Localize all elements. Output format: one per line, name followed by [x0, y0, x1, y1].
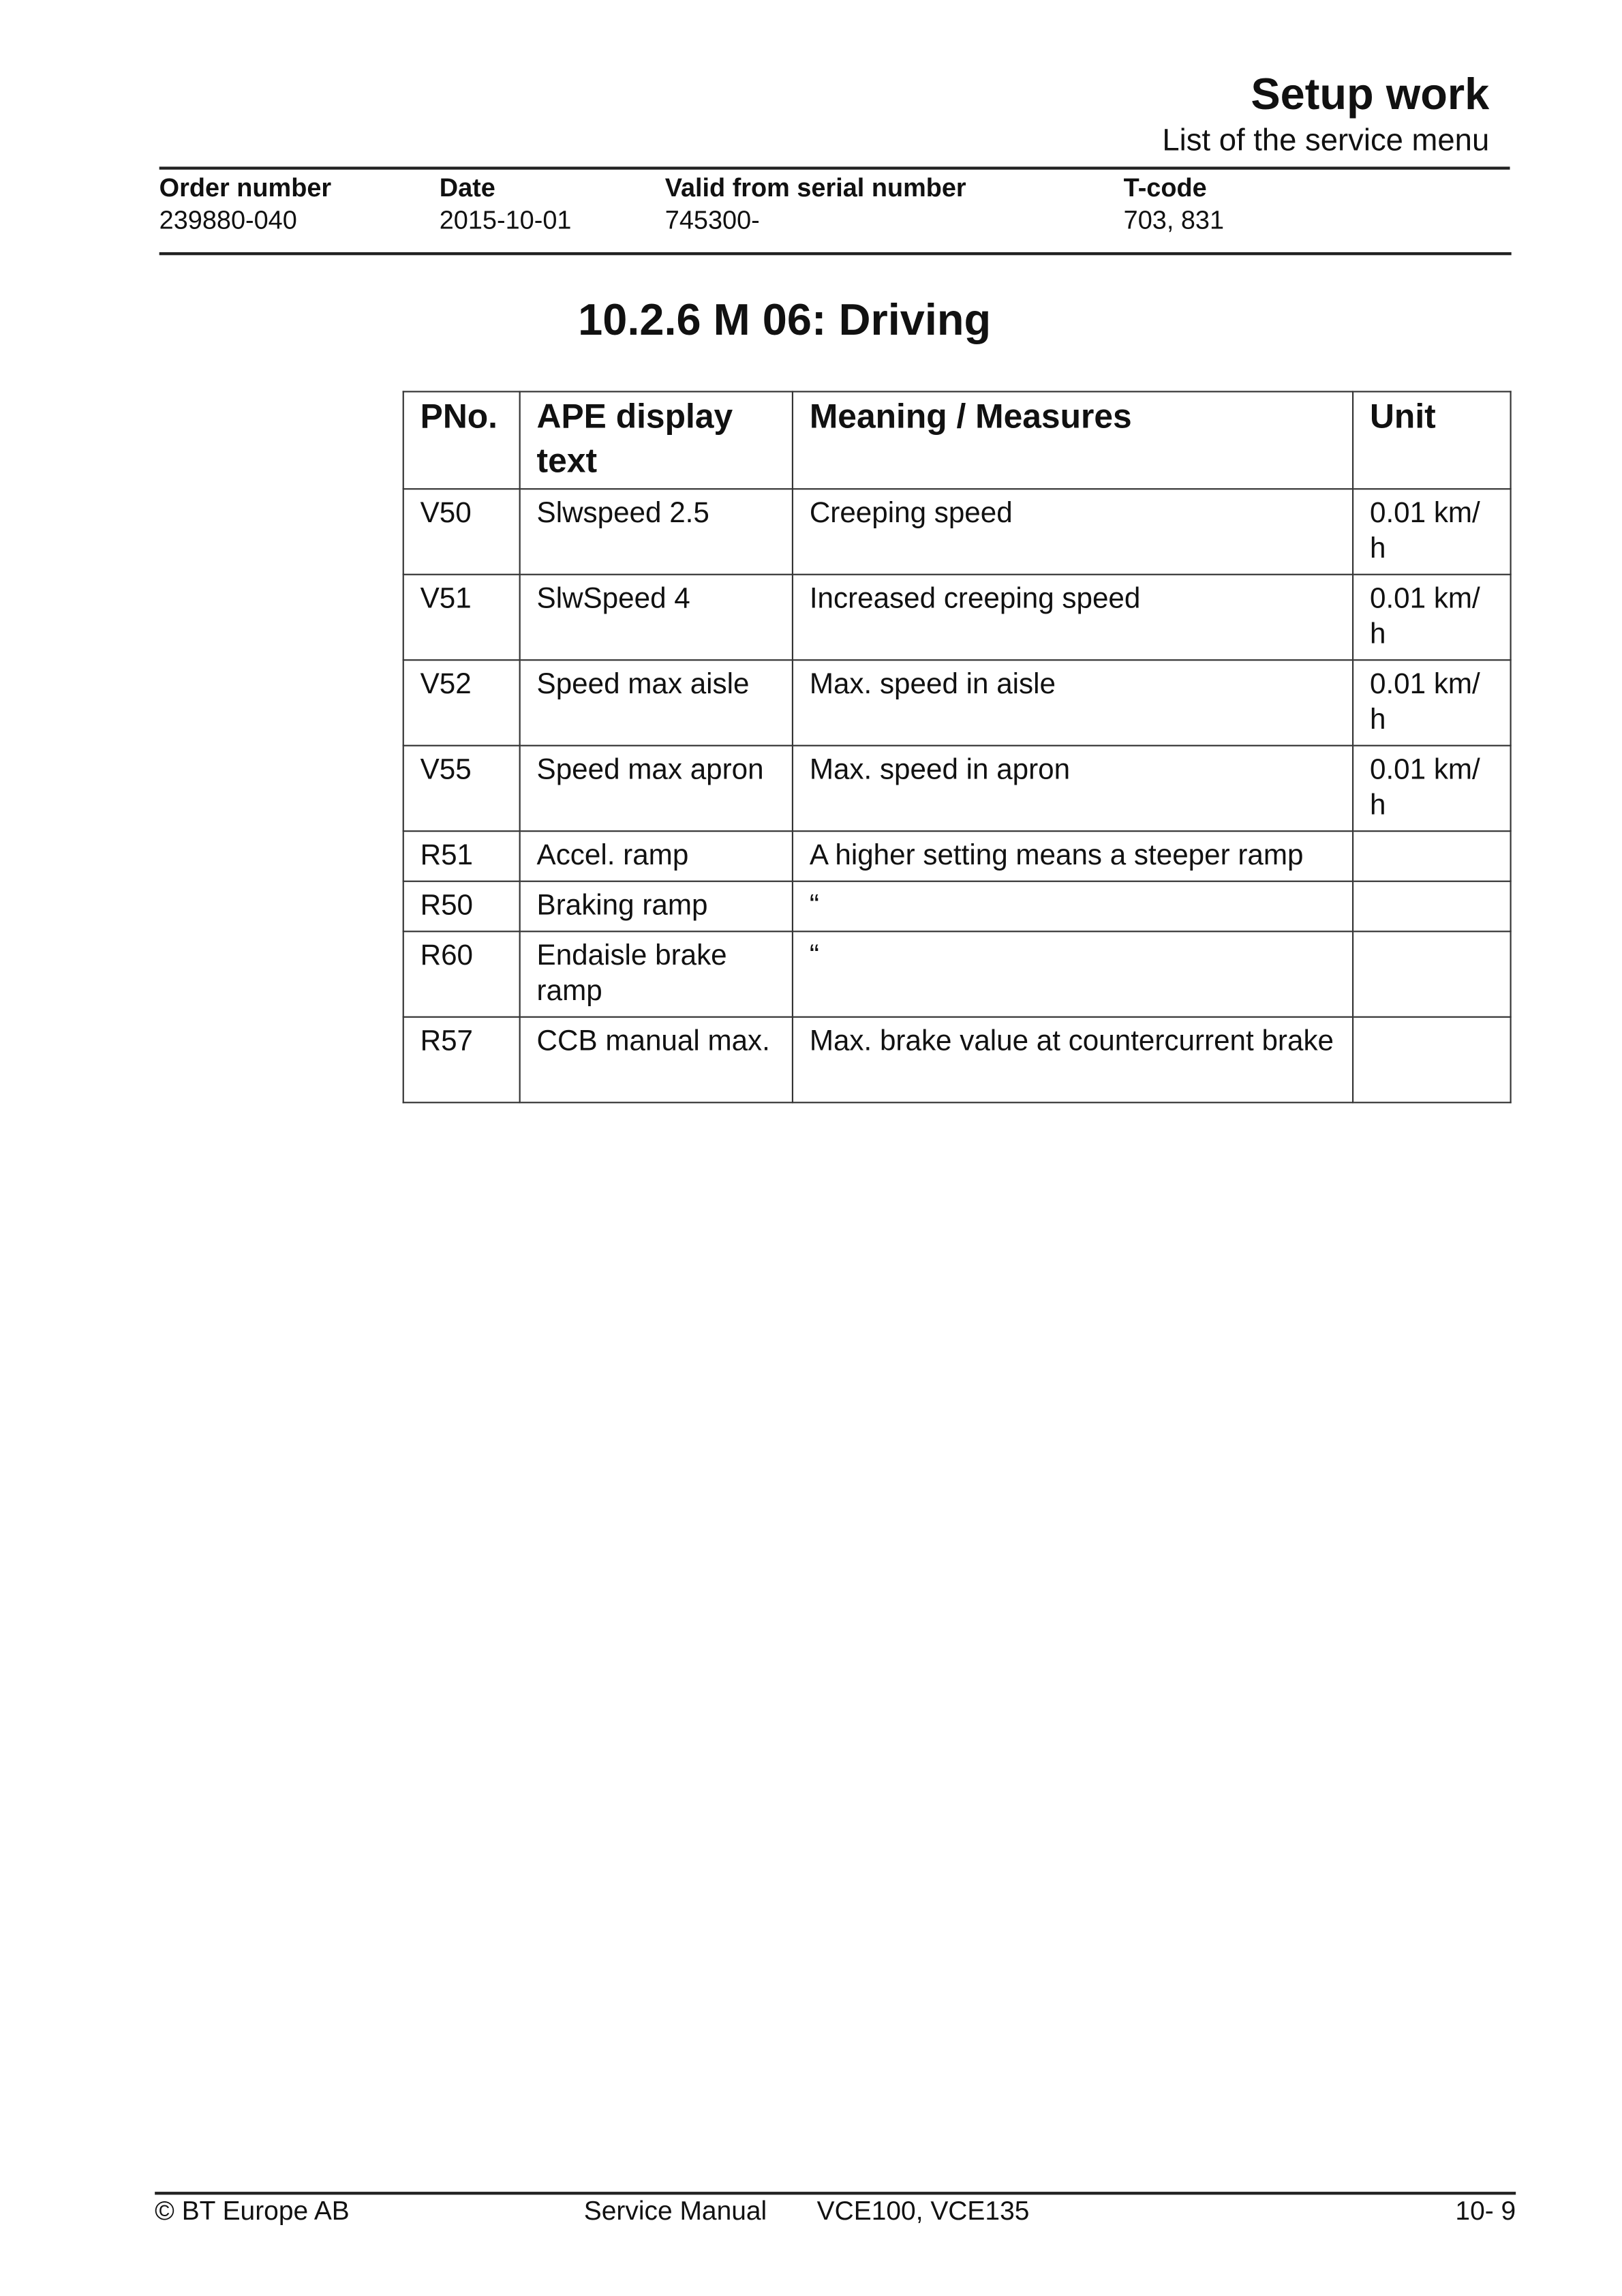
cell-unit: 0.01 km/h [1353, 575, 1511, 660]
cell-meaning: “ [793, 881, 1353, 932]
footer-models: VCE100, VCE135 [816, 2196, 1030, 2226]
cell-display-text: Slwspeed 2.5 [520, 489, 793, 574]
table-row [403, 746, 1511, 831]
cell-display-text: Braking ramp [520, 881, 793, 932]
order-number-label: Order number [159, 172, 332, 202]
cell-display-text: Endaisle brake ramp [520, 931, 793, 1016]
cell-meaning: Creeping speed [793, 489, 1353, 574]
cell-meaning: Increased creeping speed [793, 575, 1353, 660]
section-title: 10.2.6 M 06: Driving [578, 296, 992, 346]
cell-unit [1353, 831, 1511, 881]
header-divider [159, 166, 1510, 168]
tcode-value: 703, 831 [1123, 205, 1225, 235]
cell-meaning: Max. speed in aisle [793, 660, 1353, 745]
header-unit: Unit [1353, 391, 1511, 489]
order-number-value: 239880-040 [159, 205, 297, 235]
header-pno: PNo. [403, 391, 520, 489]
cell-pno: V51 [403, 575, 520, 660]
serial-label: Valid from serial number [664, 172, 966, 202]
table-row [403, 831, 1511, 881]
table-row [403, 575, 1511, 660]
cell-unit [1353, 1017, 1511, 1102]
cell-unit: 0.01 km/h [1353, 489, 1511, 574]
cell-meaning: Max. brake value at countercurrent brake [793, 1017, 1353, 1102]
cell-unit [1353, 881, 1511, 932]
tcode-label: T-code [1123, 172, 1207, 202]
cell-pno: V55 [403, 746, 520, 831]
chapter-title: Setup work [1251, 70, 1490, 120]
cell-display-text: Speed max apron [520, 746, 793, 831]
cell-unit: 0.01 km/h [1353, 660, 1511, 745]
cell-pno: V52 [403, 660, 520, 745]
cell-pno: R60 [403, 931, 520, 1016]
cell-pno: V50 [403, 489, 520, 574]
table-row [403, 489, 1511, 574]
cell-meaning: “ [793, 931, 1353, 1016]
table-header-row [403, 391, 1511, 489]
header-display-text: APE display text [520, 391, 793, 489]
date-label: Date [439, 172, 495, 202]
meta-divider [159, 252, 1512, 254]
footer-divider [155, 2192, 1516, 2194]
cell-pno: R50 [403, 881, 520, 932]
cell-meaning: A higher setting means a steeper ramp [793, 831, 1353, 881]
cell-display-text: Accel. ramp [520, 831, 793, 881]
date-value: 2015-10-01 [439, 205, 572, 235]
table-row [403, 881, 1511, 932]
parameter-table [403, 391, 1512, 1103]
cell-display-text: CCB manual max. [520, 1017, 793, 1102]
serial-value: 745300- [664, 205, 760, 235]
footer-manual: Service Manual [583, 2196, 767, 2226]
cell-pno: R57 [403, 1017, 520, 1102]
header-meaning: Meaning / Measures [793, 391, 1353, 489]
footer-page-number: 10- 9 [1455, 2196, 1516, 2226]
chapter-subtitle: List of the service menu [1162, 123, 1490, 158]
table-row [403, 1017, 1511, 1102]
cell-unit: 0.01 km/h [1353, 746, 1511, 831]
table-row [403, 931, 1511, 1016]
cell-meaning: Max. speed in apron [793, 746, 1353, 831]
table-row [403, 660, 1511, 745]
cell-display-text: Speed max aisle [520, 660, 793, 745]
cell-display-text: SlwSpeed 4 [520, 575, 793, 660]
footer-copyright: © BT Europe AB [155, 2196, 350, 2226]
cell-unit [1353, 931, 1511, 1016]
cell-pno: R51 [403, 831, 520, 881]
